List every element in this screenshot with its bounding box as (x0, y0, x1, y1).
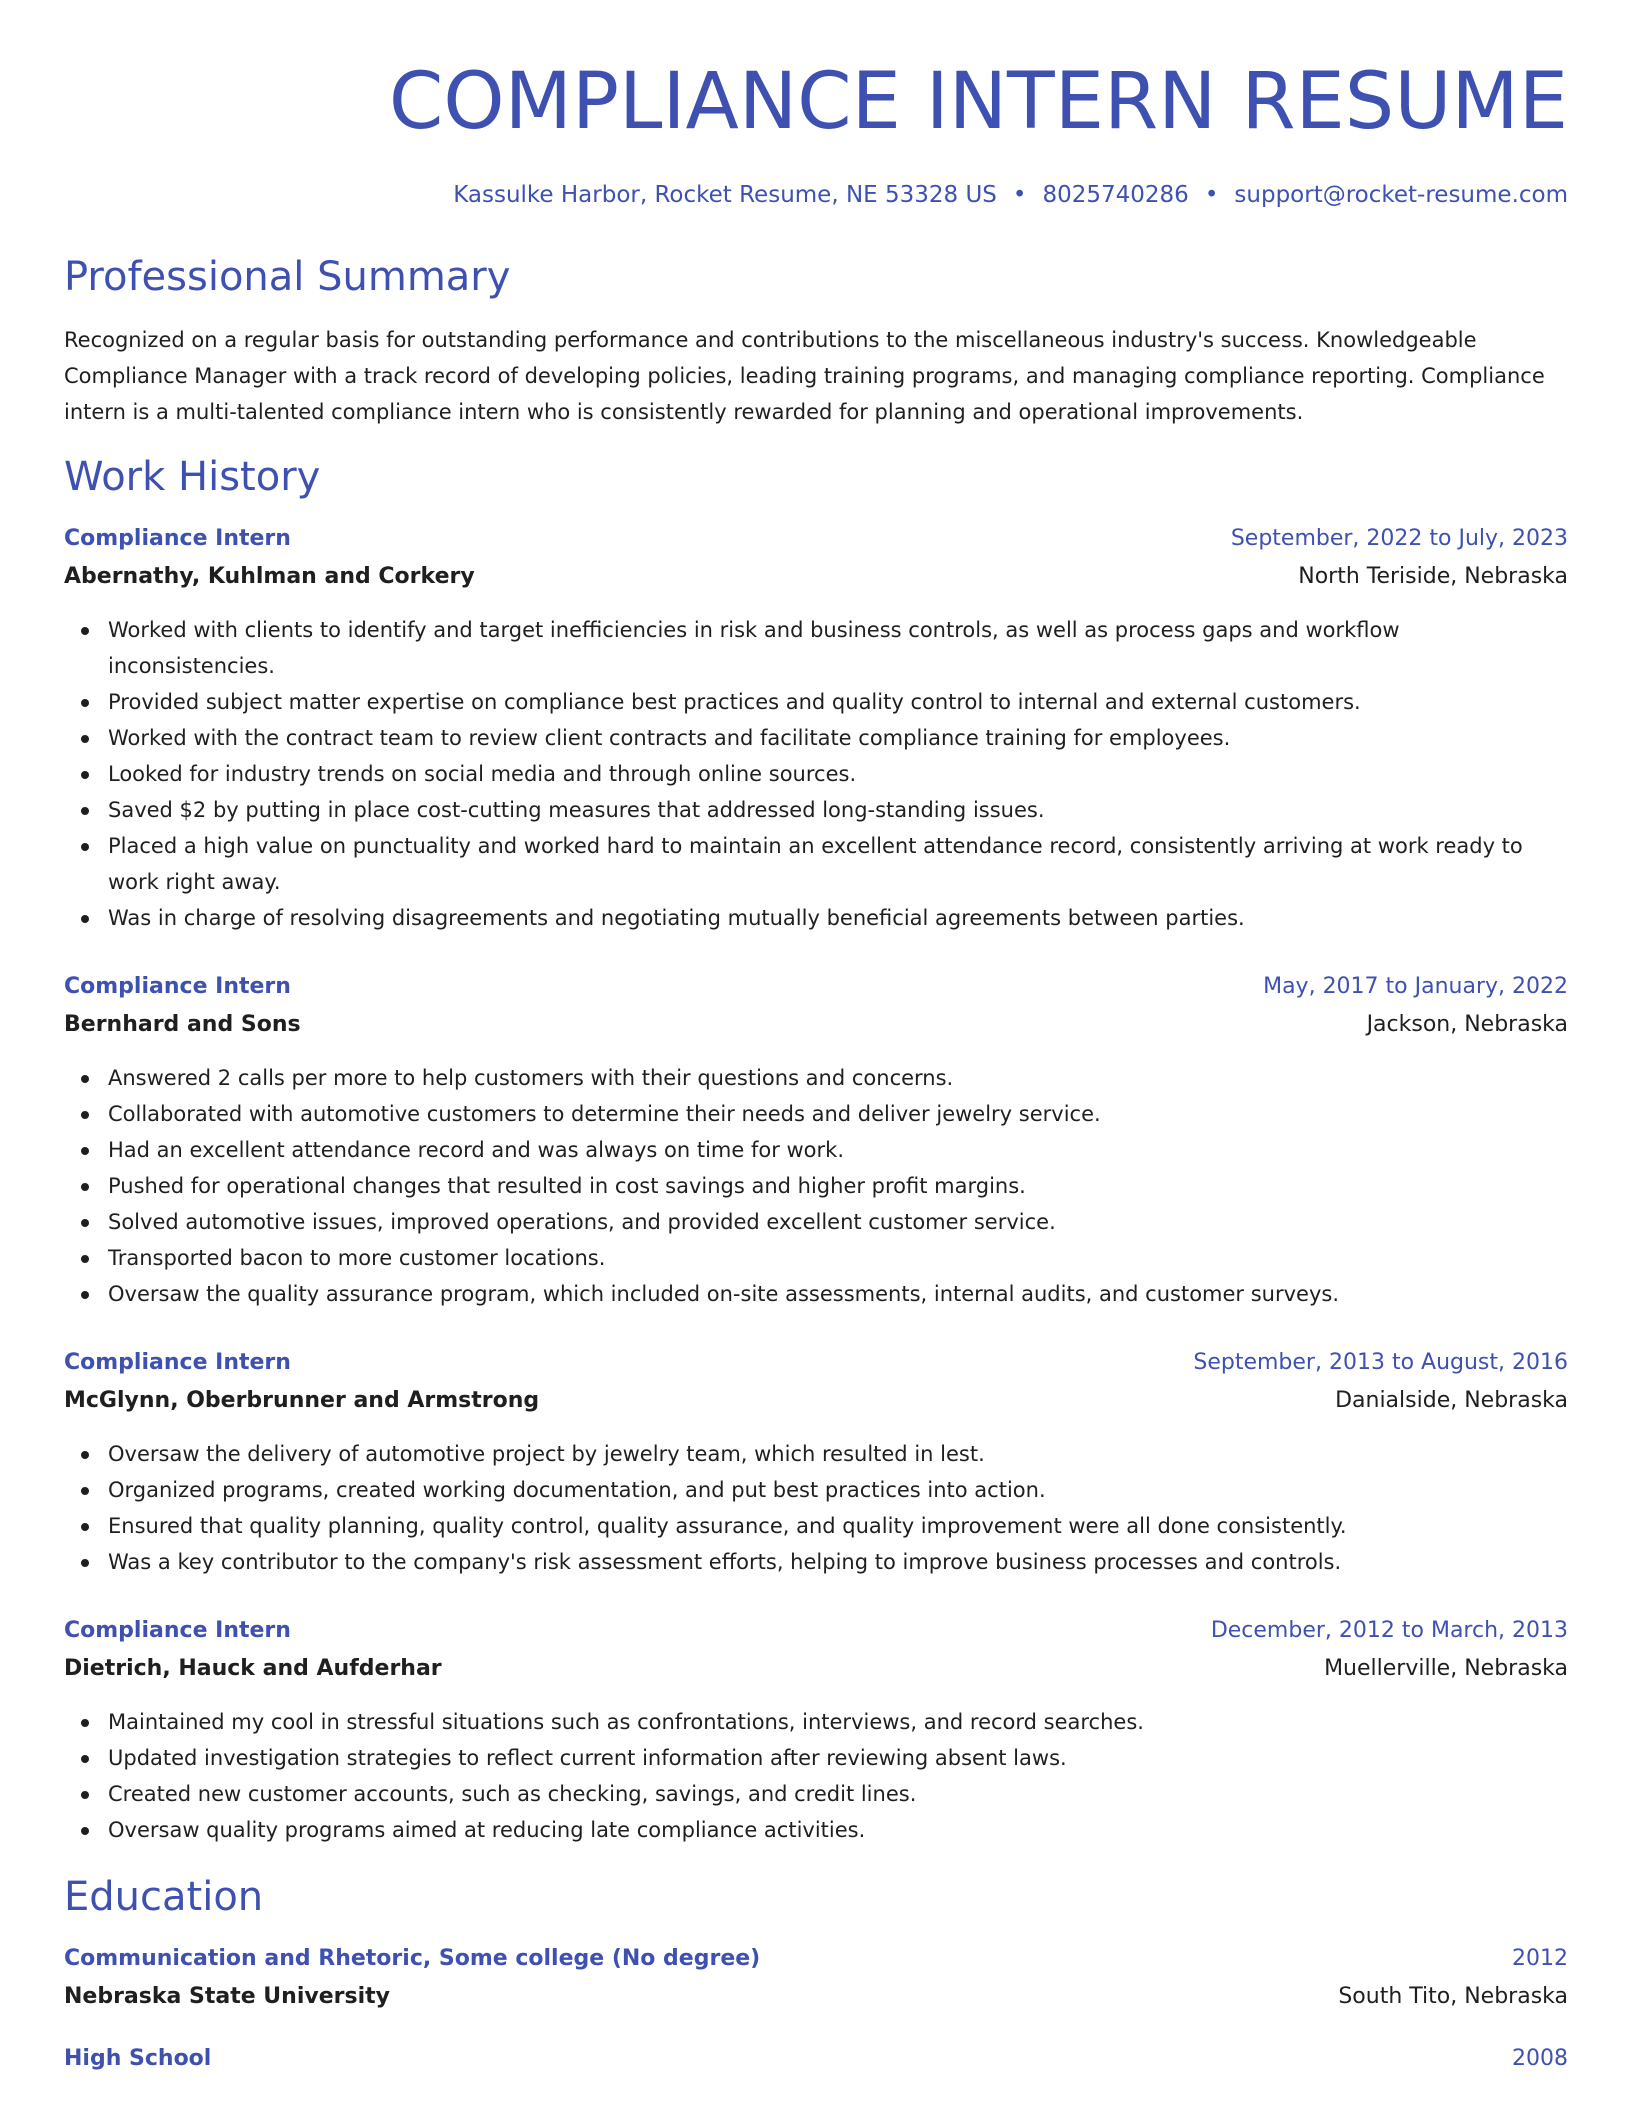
job-bullets (64, 1060, 1568, 1312)
job-dates: May, 2017 to January, 2022 (1263, 974, 1568, 999)
education-year: 2008 (1512, 2046, 1568, 2071)
job-location: Danialside, Nebraska (1335, 1388, 1568, 1413)
job-location: Muellerville, Nebraska (1324, 1656, 1568, 1681)
job-bullet: Ensured that quality planning, quality control, quality assurance, and quality improvement were all done consistently. (108, 1508, 1568, 1544)
job-bullet: Worked with clients to identify and target inefficiencies in risk and business controls, as well as process gaps and workflow inconsistencies. (108, 612, 1568, 684)
job-bullet: Pushed for operational changes that resulted in cost savings and higher profit margins. (108, 1168, 1568, 1204)
job-bullet: Solved automotive issues, improved operations, and provided excellent customer service. (108, 1204, 1568, 1240)
job-bullet: Organized programs, created working documentation, and put best practices into action. (108, 1472, 1568, 1508)
job-bullet: Oversaw the quality assurance program, which included on-site assessments, internal audits, and customer surveys. (108, 1276, 1568, 1312)
job-bullet: Had an excellent attendance record and was always on time for work. (108, 1132, 1568, 1168)
job-location: North Teriside, Nebraska (1298, 564, 1568, 589)
summary-text: Recognized on a regular basis for outstanding performance and contributions to the miscellaneous industry's success. Knowledgeable Compliance Manager with a track record of developing policies, leading training programs, and managing compliance reporting. Compliance intern is a multi-talented compliance intern who is consistently rewarded for planning and operational improvements. (64, 328, 1545, 424)
job-bullets (64, 612, 1568, 936)
job-company: Bernhard and Sons (64, 1012, 301, 1037)
work-history-heading: Work History (64, 454, 321, 500)
job-role: Compliance Intern (64, 1618, 291, 1643)
job-entry (64, 1612, 1568, 1848)
job-bullet: Created new customer accounts, such as checking, savings, and credit lines. (108, 1776, 1568, 1812)
job-bullet: Oversaw quality programs aimed at reducing late compliance activities. (108, 1812, 1568, 1848)
education-degree: High School (64, 2046, 212, 2071)
job-bullet: Maintained my cool in stressful situations such as confrontations, interviews, and record searches. (108, 1704, 1568, 1740)
job-dates: September, 2022 to July, 2023 (1230, 526, 1568, 551)
contact-email: support@rocket-resume.com (1234, 182, 1568, 208)
job-bullets (64, 1436, 1568, 1580)
resume-page (64, 0, 1568, 2078)
job-bullet: Provided subject matter expertise on compliance best practices and quality control to internal and external customers. (108, 684, 1568, 720)
job-entry (64, 968, 1568, 1312)
education-year: 2012 (1512, 1946, 1568, 1971)
education-heading: Education (64, 1874, 264, 1920)
education-entry (64, 2040, 1568, 2078)
job-entry (64, 520, 1568, 936)
education-school: Nebraska State University (64, 1984, 390, 2009)
job-bullet: Updated investigation strategies to reflect current information after reviewing absent laws. (108, 1740, 1568, 1776)
contact-line (64, 180, 1568, 210)
contact-separator: • (1012, 182, 1027, 208)
job-bullet: Was a key contributor to the company's risk assessment efforts, helping to improve business processes and controls. (108, 1544, 1568, 1580)
job-bullets (64, 1704, 1568, 1848)
job-bullet: Saved $2 by putting in place cost-cutting measures that addressed long-standing issues. (108, 792, 1568, 828)
contact-separator: • (1204, 182, 1219, 208)
job-entry (64, 1344, 1568, 1580)
job-role: Compliance Intern (64, 526, 291, 551)
job-role: Compliance Intern (64, 1350, 291, 1375)
job-company: Abernathy, Kuhlman and Corkery (64, 564, 475, 589)
job-company: Dietrich, Hauck and Aufderhar (64, 1656, 442, 1681)
summary-heading: Professional Summary (64, 254, 511, 300)
job-bullet: Worked with the contract team to review client contracts and facilitate compliance training for employees. (108, 720, 1568, 756)
job-bullet: Looked for industry trends on social media and through online sources. (108, 756, 1568, 792)
job-bullet: Placed a high value on punctuality and worked hard to maintain an excellent attendance record, consistently arriving at work ready to work right away. (108, 828, 1568, 900)
job-bullet: Oversaw the delivery of automotive project by jewelry team, which resulted in lest. (108, 1436, 1568, 1472)
contact-address: Kassulke Harbor, Rocket Resume, NE 53328 US (453, 182, 997, 208)
job-bullet: Was in charge of resolving disagreements and negotiating mutually beneficial agreements between parties. (108, 900, 1568, 936)
resume-title: COMPLIANCE INTERN RESUME (388, 57, 1568, 147)
education-degree: Communication and Rhetoric, Some college (No degree) (64, 1946, 761, 1971)
contact-phone: 8025740286 (1042, 182, 1189, 208)
job-location: Jackson, Nebraska (1366, 1012, 1568, 1037)
job-role: Compliance Intern (64, 974, 291, 999)
job-bullet: Transported bacon to more customer locations. (108, 1240, 1568, 1276)
job-bullet: Collaborated with automotive customers to determine their needs and deliver jewelry service. (108, 1096, 1568, 1132)
job-dates: December, 2012 to March, 2013 (1210, 1618, 1568, 1643)
education-entry (64, 1940, 1568, 2016)
job-bullet: Answered 2 calls per more to help customers with their questions and concerns. (108, 1060, 1568, 1096)
job-company: McGlynn, Oberbrunner and Armstrong (64, 1388, 540, 1413)
job-dates: September, 2013 to August, 2016 (1193, 1350, 1568, 1375)
education-location: South Tito, Nebraska (1338, 1984, 1568, 2009)
